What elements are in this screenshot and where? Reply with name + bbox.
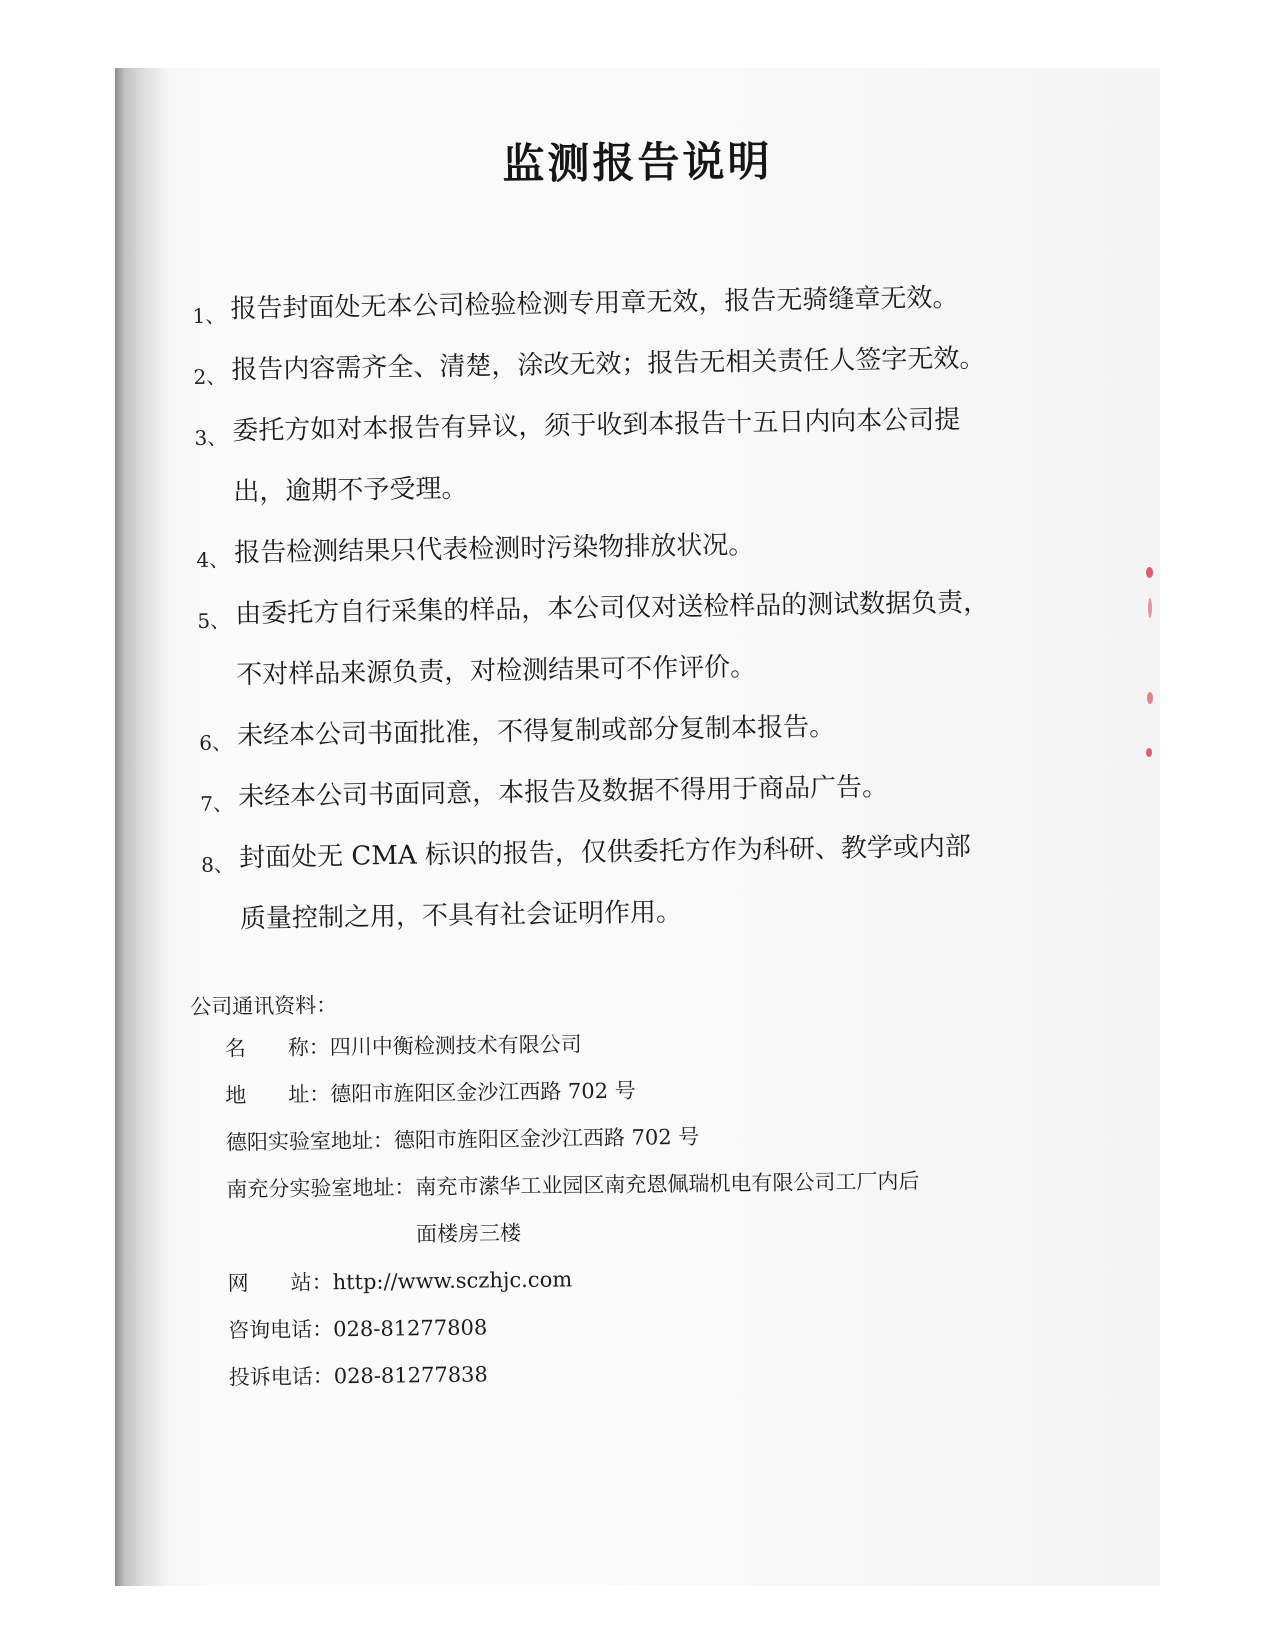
deyang-lab-address: 德阳市旌阳区金沙江西路 702 号 <box>393 1124 700 1153</box>
contact-row-complaint-phone <box>228 1345 1015 1402</box>
contact-colon: ： <box>394 1175 416 1200</box>
clause-number: 3、 <box>194 425 228 450</box>
clause-item <box>201 816 1023 951</box>
contact-heading: 公司通讯资料： <box>190 993 338 1019</box>
contact-colon: ： <box>308 1035 330 1060</box>
clause-text: 未经本公司书面同意，本报告及数据不得用于商品广告。 <box>237 772 889 813</box>
clause-text: 委托方如对本报告有异议，须于收到本报告十五日内向本公司提 <box>232 404 961 447</box>
clause-item <box>194 389 1016 524</box>
contact-label: 南充分实验室地址 <box>226 1175 395 1202</box>
company-address: 德阳市旌阳区金沙江西路 702 号 <box>330 1078 636 1107</box>
clause-text: 由委托方自行采集的样品，本公司仅对送检样品的测试数据负责， <box>235 587 990 630</box>
clause-number: 1、 <box>192 303 226 328</box>
contact-colon: ： <box>312 1364 334 1389</box>
contact-colon: ： <box>311 1270 333 1295</box>
complaint-phone: 028-81277838 <box>333 1362 488 1389</box>
clause-number: 4、 <box>196 547 230 572</box>
clause-number: 2、 <box>193 364 227 389</box>
company-name: 四川中衡检测技术有限公司 <box>329 1032 582 1060</box>
clause-text-continued: 不对样品来源负责，对检测结果可不作评价。 <box>235 652 757 691</box>
company-website: http://www.sczhjc.com <box>332 1267 573 1295</box>
contact-row-nanchong-lab <box>226 1157 1013 1261</box>
company-contact-block <box>190 978 1015 1402</box>
document-title: 监测报告说明 <box>502 136 773 189</box>
nanchong-lab-address: 南充市潆华工业园区南充恩佩瑞机电有限公司工厂内后面楼房三楼 <box>415 1169 920 1247</box>
seal-fragment <box>1148 598 1152 618</box>
clause-number: 8、 <box>201 852 235 877</box>
contact-colon: ： <box>312 1317 334 1342</box>
clause-text-continued: 质量控制之用，不具有社会证明作用。 <box>239 897 683 935</box>
seal-fragment <box>1146 748 1152 757</box>
clause-text: 报告封面处无本公司检验检测专用章无效，报告无骑缝章无效。 <box>230 282 959 325</box>
contact-label: 地 址 <box>225 1082 310 1108</box>
clause-number: 7、 <box>200 791 234 816</box>
clause-text: 封面处无 CMA 标识的报告，仅供委托方作为科研、教学或内部 <box>238 831 972 874</box>
contact-label: 名 称 <box>224 1035 309 1061</box>
contact-colon: ： <box>309 1082 331 1107</box>
clause-item <box>197 572 1019 707</box>
inquiry-phone: 028-81277808 <box>333 1315 488 1342</box>
clause-number: 6、 <box>199 730 233 755</box>
clause-number: 5、 <box>197 608 231 633</box>
seal-fragment <box>1146 567 1153 578</box>
contact-label: 网 站 <box>227 1270 312 1296</box>
clause-text: 未经本公司书面批准，不得复制或部分复制本报告。 <box>236 711 836 752</box>
contact-label: 德阳实验室地址 <box>225 1128 374 1155</box>
contact-colon: ： <box>372 1128 395 1153</box>
clause-text-continued: 出，逾期不予受理。 <box>233 473 468 508</box>
clause-list <box>192 267 1022 951</box>
clause-text: 报告检测结果只代表检测时污染物排放状况。 <box>234 530 755 569</box>
seal-fragment <box>1147 692 1153 704</box>
contact-label: 投诉电话 <box>228 1364 313 1390</box>
contact-label: 咨询电话 <box>228 1317 313 1343</box>
clause-text: 报告内容需齐全、清楚，涂改无效；报告无相关责任人签字无效。 <box>231 343 986 386</box>
